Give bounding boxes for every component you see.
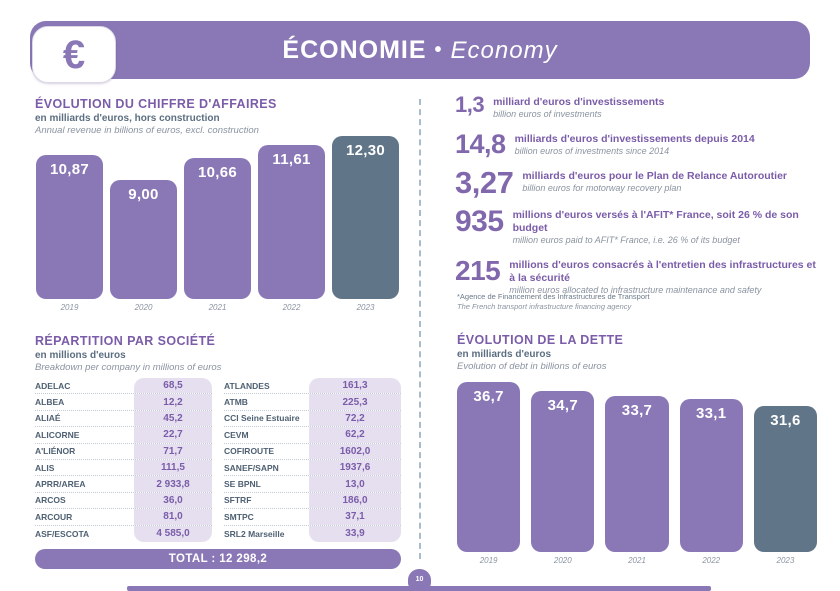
bar-column — [605, 396, 668, 565]
table-row — [224, 394, 401, 410]
revenue-section-heading — [35, 97, 405, 136]
bar-year-label: 2019 — [479, 556, 498, 565]
company-name: SRL2 Marseille — [224, 528, 285, 539]
company-value: 4 585,0 — [134, 526, 212, 542]
table-row — [224, 526, 401, 542]
bar-2021 — [184, 158, 251, 299]
key-figure-text — [513, 209, 819, 246]
company-table-right — [224, 378, 401, 542]
bar-year-label: 2020 — [553, 556, 572, 565]
company-name: ADELAC — [35, 380, 71, 391]
bar-value-label: 10,87 — [49, 161, 90, 178]
euro-icon-box — [32, 26, 116, 83]
company-value: 12,2 — [134, 394, 212, 409]
bar-value-label: 9,00 — [128, 186, 159, 203]
key-figure-label-fr: milliards d'euros d'investissements depuis 2014 — [514, 132, 755, 145]
company-total-bar: TOTAL : 12 298,2 — [35, 549, 401, 569]
company-value: 45,2 — [134, 411, 212, 426]
bar-2023 — [754, 406, 817, 552]
company-name: SANEF/SAPN — [224, 462, 279, 473]
table-row — [35, 493, 212, 509]
company-name: CCI Seine Estuaire — [224, 413, 300, 424]
bar-year-label: 2023 — [776, 556, 795, 565]
footnote-en: The French transport infrastructure financing agency — [457, 302, 632, 311]
company-name: ATMB — [224, 397, 248, 408]
bar-2021 — [605, 396, 668, 552]
company-name: ATLANDES — [224, 380, 270, 391]
revenue-subtitle-en: Annual revenue in billions of euros, excl. construction — [35, 125, 259, 136]
company-name: ARCOS — [35, 495, 66, 506]
bar-column — [531, 391, 594, 565]
company-value: 186,0 — [309, 493, 401, 508]
bar-year-label: 2020 — [134, 303, 153, 312]
bar-column — [110, 180, 177, 312]
key-figure-label-en: million euros paid to AFIT* France, i.e. 26 % of its budget — [512, 235, 740, 246]
key-figure-label-en: billion euros of investments — [493, 109, 602, 120]
table-row — [35, 509, 212, 525]
bar-column — [754, 406, 817, 565]
bar-value-label: 11,61 — [272, 151, 311, 168]
debt-section-heading — [457, 333, 827, 372]
bar-column — [680, 399, 743, 565]
bar-2020 — [110, 180, 177, 299]
bar-column — [332, 136, 399, 312]
bar-year-label: 2023 — [356, 303, 375, 312]
revenue-subtitle-fr: en milliards d'euros, hors construction — [35, 113, 220, 124]
bar-column — [184, 158, 251, 312]
bar-2019 — [36, 155, 103, 299]
company-value: 1602,0 — [309, 444, 401, 459]
table-row — [224, 444, 401, 460]
table-row — [224, 460, 401, 476]
key-figure-text — [522, 170, 787, 194]
bar-value-label: 12,30 — [345, 142, 386, 159]
euro-icon: € — [62, 32, 86, 77]
company-value: 37,1 — [309, 509, 401, 524]
key-figure-text — [509, 259, 819, 296]
company-value: 2 933,8 — [134, 476, 212, 491]
key-figure-row — [455, 164, 819, 200]
bar-value-label: 34,7 — [547, 397, 578, 414]
page-number-badge: 10 — [408, 569, 431, 589]
table-row — [35, 476, 212, 492]
company-name: ASF/ESCOTA — [35, 528, 90, 539]
bar-value-label: 10,66 — [197, 164, 238, 181]
company-value: 1937,6 — [309, 460, 401, 475]
company-name: ALICORNE — [35, 429, 80, 440]
company-section-heading — [35, 334, 405, 373]
company-value: 111,5 — [134, 460, 212, 475]
key-figure-value: 215 — [455, 255, 501, 287]
bar-2023 — [332, 136, 399, 299]
footnote-fr: *Agence de Financement des Infrastructures de Transport — [457, 292, 650, 301]
key-figure-label-fr: milliards d'euros pour le Plan de Relance Autoroutier — [522, 169, 788, 182]
bar-value-label: 33,1 — [696, 405, 727, 422]
company-name: COFIROUTE — [224, 446, 275, 457]
company-title: RÉPARTITION PAR SOCIÉTÉ — [35, 334, 216, 348]
key-figure-value: 1,3 — [455, 92, 485, 117]
table-row — [224, 378, 401, 394]
page-title — [282, 36, 557, 65]
key-figure-value: 14,8 — [455, 128, 506, 159]
page-title-fr: ÉCONOMIE — [282, 35, 427, 64]
table-row — [35, 378, 212, 394]
table-row — [35, 411, 212, 427]
company-value: 68,5 — [134, 378, 212, 393]
bar-year-label: 2022 — [702, 556, 721, 565]
bar-2022 — [680, 399, 743, 552]
company-name: SMTPC — [224, 511, 254, 522]
company-name: SFTRF — [224, 495, 252, 506]
company-value: 225,3 — [309, 394, 401, 409]
key-figure-text — [493, 96, 664, 120]
afit-footnote — [457, 292, 650, 311]
bar-year-label: 2021 — [208, 303, 227, 312]
key-figure-label-fr: millions d'euros consacrés à l'entretien des infrastructures et à la sécurité — [509, 259, 816, 285]
key-figure-label-en: million euros allocated to infrastructure maintenance and safety — [509, 285, 762, 296]
company-name: APRR/AREA — [35, 479, 86, 490]
section-header-bar — [30, 21, 810, 79]
company-name: ALBEA — [35, 397, 65, 408]
table-row — [35, 444, 212, 460]
table-row — [224, 509, 401, 525]
bar-2019 — [457, 382, 520, 552]
bar-2022 — [258, 145, 325, 299]
company-name: A'LIÉNOR — [35, 446, 76, 457]
revenue-bar-chart — [36, 136, 400, 312]
company-value: 36,0 — [134, 493, 212, 508]
debt-bar-chart — [457, 382, 817, 565]
bar-value-label: 31,6 — [770, 412, 801, 429]
bar-year-label: 2022 — [282, 303, 301, 312]
bar-year-label: 2021 — [628, 556, 646, 565]
company-value: 81,0 — [134, 509, 212, 524]
key-figure-label-en: billion euros for motorway recovery plan — [522, 182, 682, 193]
key-figure-value: 3,27 — [455, 164, 514, 200]
table-row — [35, 394, 212, 410]
key-figure-label-fr: millions d'euros versés à l'AFIT* France, soit 26 % de son budget — [512, 209, 799, 235]
key-figure-label-en: billion euros of investments since 2014 — [514, 146, 670, 157]
company-value: 161,3 — [309, 378, 401, 393]
key-figure-label-fr: milliard d'euros d'investissements — [493, 96, 665, 108]
key-figures-block — [455, 92, 819, 309]
key-figure-value: 935 — [455, 205, 504, 239]
column-divider — [419, 99, 421, 559]
bar-column — [258, 145, 325, 312]
table-row — [224, 493, 401, 509]
table-row — [224, 476, 401, 492]
bar-column — [457, 382, 520, 565]
debt-title: ÉVOLUTION DE LA DETTE — [457, 333, 624, 347]
bar-value-label: 36,7 — [473, 388, 504, 405]
revenue-title: ÉVOLUTION DU CHIFFRE D'AFFAIRES — [35, 97, 277, 111]
table-row — [35, 526, 212, 542]
bar-2020 — [531, 391, 594, 552]
company-value: 22,7 — [134, 427, 212, 442]
bar-year-label: 2019 — [60, 303, 79, 312]
title-bullet: • — [434, 38, 443, 61]
key-figure-row — [455, 92, 819, 120]
bar-column — [36, 155, 103, 312]
key-figure-row — [455, 128, 819, 159]
table-row — [35, 427, 212, 443]
table-row — [224, 411, 401, 427]
company-name: ALIAÉ — [35, 413, 61, 424]
key-figure-text — [515, 133, 755, 157]
bar-value-label: 33,7 — [621, 402, 653, 419]
key-figure-row — [455, 255, 819, 296]
company-value: 13,0 — [309, 476, 401, 491]
company-name: SE BPNL — [224, 479, 261, 490]
table-row — [35, 460, 212, 476]
company-table-left — [35, 378, 212, 542]
table-row — [224, 427, 401, 443]
key-figure-row — [455, 205, 819, 246]
company-value: 71,7 — [134, 444, 212, 459]
company-name: ARCOUR — [35, 511, 73, 522]
company-value: 33,9 — [309, 526, 401, 542]
company-subtitle-en: Breakdown per company in millions of euros — [35, 362, 222, 373]
company-subtitle-fr: en millions d'euros — [35, 350, 126, 361]
company-value: 62,2 — [309, 427, 401, 442]
company-value: 72,2 — [309, 411, 401, 426]
company-name: CEVM — [224, 429, 249, 440]
page-title-en: Economy — [450, 36, 558, 64]
company-table — [35, 378, 401, 542]
debt-subtitle-fr: en milliards d'euros — [457, 349, 552, 360]
debt-subtitle-en: Evolution of debt in billions of euros — [457, 361, 607, 372]
company-name: ALIS — [35, 462, 55, 473]
